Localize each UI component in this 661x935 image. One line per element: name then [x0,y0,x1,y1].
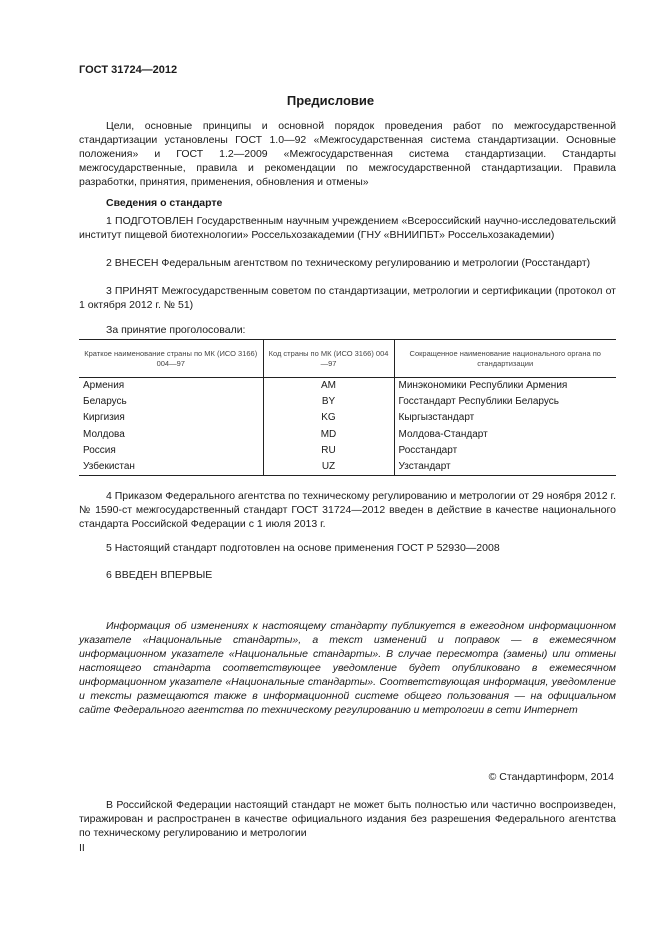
column-header-code: Код страны по МК (ИСО 3166) 004—97 [263,340,394,378]
table-row [79,427,616,443]
table-row [79,443,616,459]
country-name: Киргизия [83,412,125,424]
standards-body: Молдова-Стандарт [394,427,616,443]
country-name: Узбекистан [79,459,263,476]
info-heading: Сведения о стандарте [106,197,223,209]
page-title: Предисловие [286,93,375,108]
item-1-prepared: 1 ПОДГОТОВЛЕН Государственным научным учреждением «Всероссийский научно-исследовательский институт пищевой биотехнологии» Россельхозакадемии (ГНУ «ВНИИПБТ» Россельхозакадемии) [79,215,616,241]
table-header-row [79,340,616,378]
reproduction-notice: В Российской Федерации настоящий стандарт не может быть полностью или частично воспроизведен, тиражирован и распространен в качестве официального издания без разрешения Федерального агентства по техническому регулированию и метрологии [79,799,616,839]
column-header-standards-body: Сокращенное наименование национального органа по стандартизации [394,340,616,378]
changes-notice: Информация об изменениях к настоящему стандарту публикуется в ежегодном информационном указателе «Национальные стандарты», а текст изменений и поправок — в ежемесячном информационном указателе «Национальные стандарты». В случае пересмотра (замены) или отмены настоящего стандарта соответствующее уведомление будет опубликовано в ежемесячном информационном указателе «Национальные стандарты». Соответствующая информация, уведомление и тексты размещаются также в информационной системе общего пользования — на официальном сайте Федерального агентства по техническому регулированию и метрологии в сети Интернет [79,620,616,716]
standards-body: Кыргызстандарт [394,410,616,426]
table-row [79,410,616,426]
country-name: Беларусь [83,396,127,408]
standards-body: Минэкономики Республики Армения [394,378,616,395]
country-name: Молдова [83,428,125,440]
country-code: KG [263,410,394,426]
country-code: AM [263,378,394,395]
item-3-adopted: 3 ПРИНЯТ Межгосударственным советом по стандартизации, метрологии и сертификации (протокол от 1 октября 2012 г. № 51) [79,285,616,311]
copyright: © Стандартинформ, 2014 [488,771,614,783]
voting-countries-table [79,339,616,476]
column-header-country: Краткое наименование страны по МК (ИСО 3166) 004—97 [79,340,263,378]
document-number: ГОСТ 31724—2012 [79,64,178,76]
table-row [79,378,616,395]
intro-paragraph: Цели, основные принципы и основной порядок проведения работ по межгосударственной стандартизации установлены ГОСТ 1.0—92 «Межгосударственная система стандартизации. Основные положения» и ГОСТ 1.2—2009 «Межгосударственная система стандартизации. Стандарты межгосударственные, правила и рекомендации по межгосударственной стандартизации. Правила разработки, принятия, применения, обновления и отмены» [79,120,616,188]
country-code: RU [263,443,394,459]
country-name: Россия [83,444,116,456]
country-code: MD [263,427,394,443]
voted-label: За принятие проголосовали: [106,324,246,336]
table-row [79,394,616,410]
country-code: BY [263,394,394,410]
country-code: UZ [263,459,394,476]
item-4-order: 4 Приказом Федерального агентства по техническому регулированию и метрологии от 29 ноября 2012 г. № 1590-ст межгосударственный стандарт ГОСТ 31724—2012 введен в действие в качестве национального стандарта Российской Федерации с 1 июля 2013 г. [79,490,616,530]
table-row [79,459,616,476]
standards-body: Росстандарт [394,443,616,459]
country-name: Армения [83,380,125,392]
item-2-introduced: 2 ВНЕСЕН Федеральным агентством по техническому регулированию и метрологии (Росстандарт) [106,257,591,269]
standards-body: Госстандарт Республики Беларусь [394,394,616,410]
page-number: II [79,842,85,854]
item-5-basis: 5 Настоящий стандарт подготовлен на основе применения ГОСТ Р 52930—2008 [106,542,500,554]
standards-body: Узстандарт [394,459,616,476]
item-6-first-introduced: 6 ВВЕДЕН ВПЕРВЫЕ [106,569,213,581]
